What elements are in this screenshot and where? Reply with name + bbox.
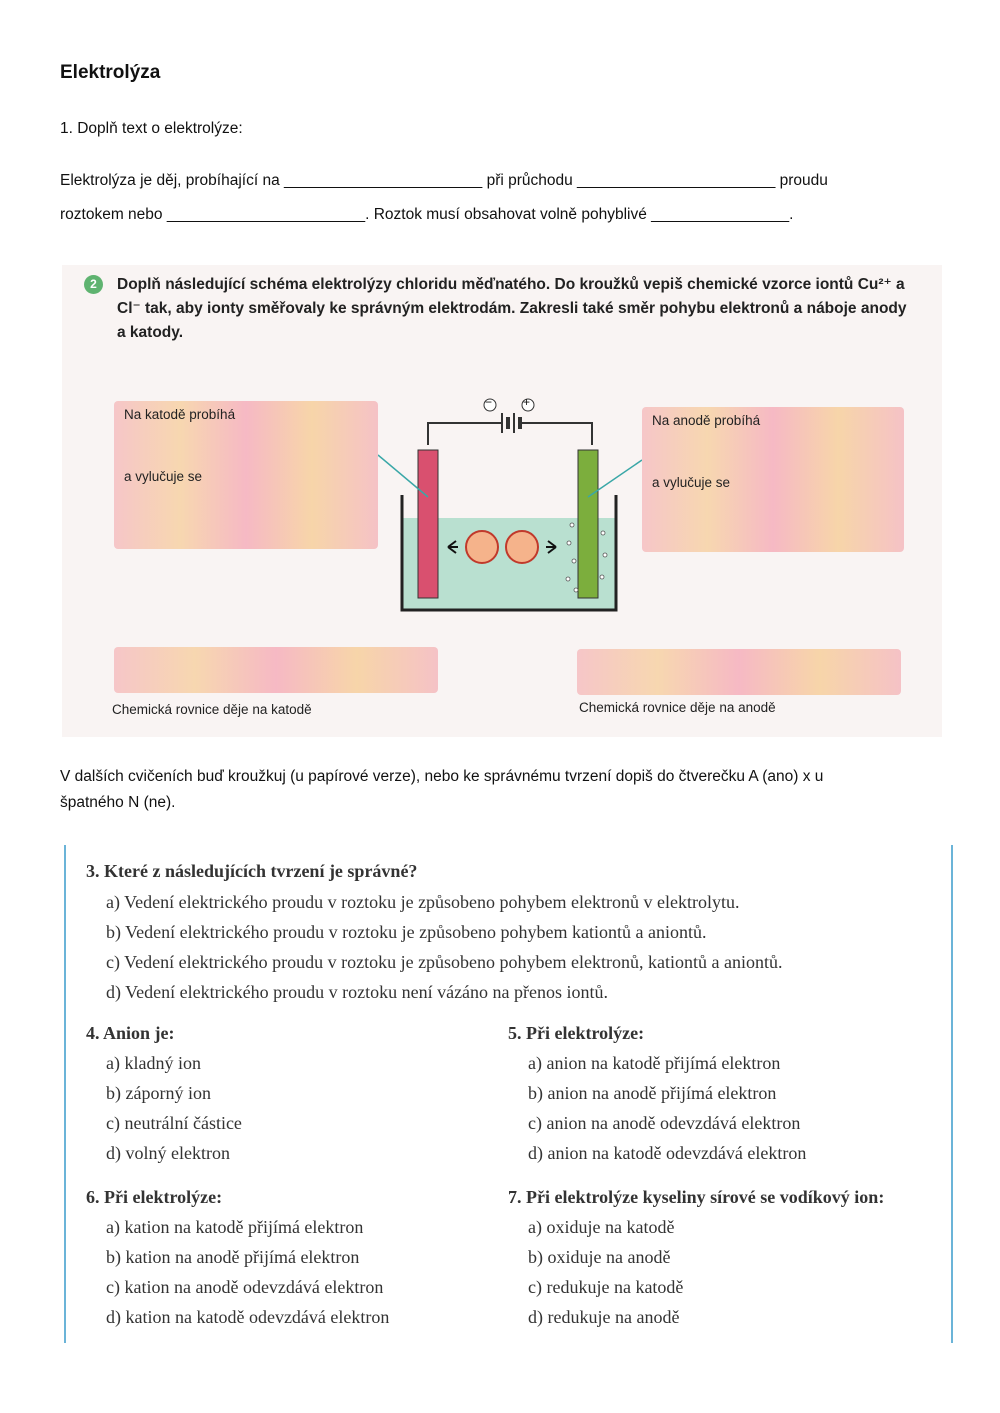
q6-heading: 6. Při elektrolýze: [86, 1187, 223, 1207]
exercise-number-badge: 2 [84, 275, 103, 294]
cathode-deposit-label: a vylučuje se [124, 469, 203, 484]
exercise-instructions: Doplň následující schéma elektrolýzy chloridu měďnatého. Do kroužků vepiš chemické vzorce iontů Cu²⁺ a Cl⁻ tak, aby ionty směřovaly ke správným elektrodám. Zakresli také směr pohybu elektronů a náboje anody a katody. [117, 276, 907, 341]
cathode-answer-box[interactable] [114, 401, 378, 549]
anode-equation-box[interactable] [577, 649, 901, 695]
fill-in-line-2[interactable]: roztokem nebo _______________________. Roztok musí obsahovat volně pohyblivé ________________. [60, 206, 794, 223]
electrolysis-exercise [62, 265, 942, 737]
cathode-equation-box[interactable] [114, 647, 438, 693]
q7-option-c[interactable]: c) redukuje na katodě [528, 1277, 684, 1297]
q4-option-b[interactable]: b) záporný ion [106, 1083, 211, 1103]
q7-option-a[interactable]: a) oxiduje na katodě [528, 1217, 675, 1237]
q5-heading: 5. Při elektrolýze: [508, 1023, 645, 1043]
q3-option-d[interactable]: d) Vedení elektrického proudu v roztoku není vázáno na přenos iontů. [106, 982, 609, 1002]
task1-heading: 1. Doplň text o elektrolýze: [60, 120, 243, 137]
quiz-section [64, 845, 953, 1343]
q6-option-d[interactable]: d) kation na katodě odevzdává elektron [106, 1307, 390, 1327]
q4-option-c[interactable]: c) neutrální částice [106, 1113, 242, 1133]
battery-plus-label: + [523, 395, 531, 409]
anode-deposit-label: a vylučuje se [652, 475, 731, 490]
q4-option-a[interactable]: a) kladný ion [106, 1053, 201, 1073]
q7-option-d[interactable]: d) redukuje na anodě [528, 1307, 680, 1327]
q3-heading: 3. Které z následujících tvrzení je správné? [86, 861, 418, 881]
anode-process-label: Na anodě probíhá [652, 413, 761, 428]
cathode-wire [428, 423, 492, 445]
cathode-process-label: Na katodě probíhá [124, 407, 236, 422]
q6-option-b[interactable]: b) kation na anodě přijímá elektron [106, 1247, 360, 1267]
q7-heading: 7. Při elektrolýze kyseliny sírové se vodíkový ion: [508, 1187, 885, 1207]
q3-option-a[interactable]: a) Vedení elektrického proudu v roztoku je způsobeno pohybem elektronů v elektrolytu. [106, 892, 740, 912]
cathode-equation-caption: Chemická rovnice děje na katodě [112, 702, 312, 717]
q5-option-b[interactable]: b) anion na anodě přijímá elektron [528, 1083, 777, 1103]
fill-in-line-1[interactable]: Elektrolýza je děj, probíhající na _______________________ při průchodu _______________________ proudu [60, 172, 828, 189]
q6-option-a[interactable]: a) kation na katodě přijímá elektron [106, 1217, 364, 1237]
q3-option-b[interactable]: b) Vedení elektrického proudu v roztoku je způsobeno pohybem kationtů a aniontů. [106, 922, 707, 942]
instructions-line-2: špatného N (ne). [60, 794, 176, 811]
q5-option-c[interactable]: c) anion na anodě odevzdává elektron [528, 1113, 801, 1133]
instructions-line-1: V dalších cvičeních buď kroužkuj (u papírové verze), nebo ke správnému tvrzení dopiš do čtverečku A (ano) x u [60, 768, 824, 785]
anode-answer-box[interactable] [642, 407, 904, 552]
q3-option-c[interactable]: c) Vedení elektrického proudu v roztoku je způsobeno pohybem elektronů, kationtů a aniontů. [106, 952, 783, 972]
cathode-electrode [418, 450, 438, 598]
q4-heading: 4. Anion je: [86, 1023, 175, 1043]
anode-equation-caption: Chemická rovnice děje na anodě [579, 700, 776, 715]
anode-wire [532, 423, 592, 445]
anode-electrode [578, 450, 598, 598]
q7-option-b[interactable]: b) oxiduje na anodě [528, 1247, 671, 1267]
page-title: Elektrolýza [60, 62, 161, 83]
q4-option-d[interactable]: d) volný elektron [106, 1143, 230, 1163]
q5-option-d[interactable]: d) anion na katodě odevzdává elektron [528, 1143, 807, 1163]
battery-minus-label: − [485, 395, 493, 409]
q5-option-a[interactable]: a) anion na katodě přijímá elektron [528, 1053, 781, 1073]
q6-option-c[interactable]: c) kation na anodě odevzdává elektron [106, 1277, 384, 1297]
